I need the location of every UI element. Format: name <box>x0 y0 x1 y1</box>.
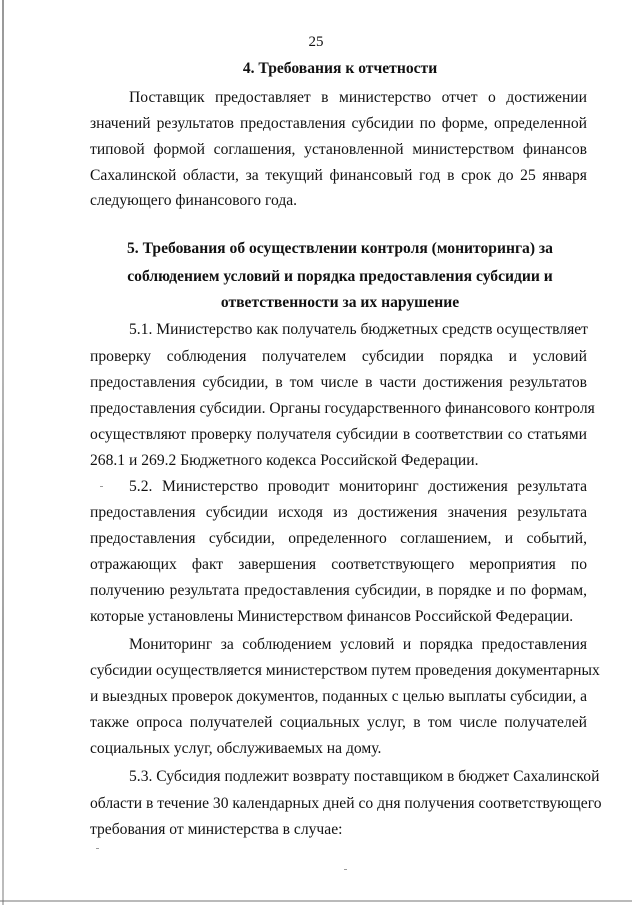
page-number: 25 <box>308 34 324 50</box>
paragraph-line: предоставления субсидии, определенного соглашением, и событий, <box>90 530 587 547</box>
paragraph-line: отражающих факт завершения соответствующего мероприятия по <box>90 556 587 573</box>
paragraph-line: субсидии осуществляется министерством путем проведения документарных <box>90 662 600 679</box>
section-4-heading: 4. Требования к отчетности <box>242 60 438 77</box>
scan-speck <box>344 869 347 870</box>
paragraph-line: проверку соблюдения получателем субсидии порядка и условий <box>90 348 587 365</box>
paragraph-line: социальных услуг, обслуживаемых на дому. <box>90 740 382 757</box>
paragraph-line: 5.3. Субсидия подлежит возврату поставщиком в бюджет Сахалинской <box>129 768 600 785</box>
scan-edge-bottom <box>0 900 632 902</box>
paragraph-line: осуществляют проверку получателя субсидии в соответствии со статьями <box>90 426 587 443</box>
paragraph-line: предоставления субсидии исходя из достижения значения результата <box>90 504 587 521</box>
paragraph-line: также опроса получателей социальных услуг, в том числе получателей <box>90 714 587 731</box>
paragraph-line: 5.1. Министерство как получатель бюджетных средств осуществляет <box>129 321 588 338</box>
paragraph-line: предоставления субсидии. Органы государственного финансового контроля <box>90 400 595 417</box>
paragraph-line: Мониторинг за соблюдением условий и порядка предоставления <box>129 636 587 653</box>
scan-speck <box>96 848 99 849</box>
paragraph-line: 268.1 и 269.2 Бюджетного кодекса Российской Федерации. <box>90 452 479 469</box>
scan-speck <box>100 486 103 487</box>
paragraph-line: предоставления субсидии, в том числе в части достижения результатов <box>90 374 587 391</box>
paragraph-line: 5.2. Министерство проводит мониторинг достижения результата <box>129 478 587 495</box>
paragraph-line: требования от министерства в случае: <box>90 821 343 838</box>
section-5-heading-line: ответственности за их нарушение <box>220 294 460 311</box>
section-5-heading-line: соблюдением условий и порядка предоставления субсидии и <box>127 268 553 285</box>
paragraph-line: следующего финансового года. <box>90 192 298 209</box>
paragraph-line: которые установлены Министерством финансов Российской Федерации. <box>90 608 574 625</box>
scan-edge-left <box>2 0 4 905</box>
paragraph-line: типовой формой соглашения, установленной министерством финансов <box>90 141 587 158</box>
paragraph-line: области в течение 30 календарных дней со дня получения соответствующего <box>90 795 602 812</box>
paragraph-line: получению результата предоставления субсидии, в порядке и по формам, <box>90 582 587 599</box>
paragraph-line: Поставщик предоставляет в министерство отчет о достижении <box>129 89 587 106</box>
paragraph-line: и выездных проверок документов, поданных с целью выплаты субсидии, а <box>90 688 587 705</box>
section-5-heading-line: 5. Требования об осуществлении контроля (мониторинга) за <box>127 240 553 257</box>
paragraph-line: Сахалинской области, за текущий финансовый год в срок до 25 января <box>90 167 587 184</box>
paragraph-line: значений результатов предоставления субсидии по форме, определенной <box>90 115 587 132</box>
